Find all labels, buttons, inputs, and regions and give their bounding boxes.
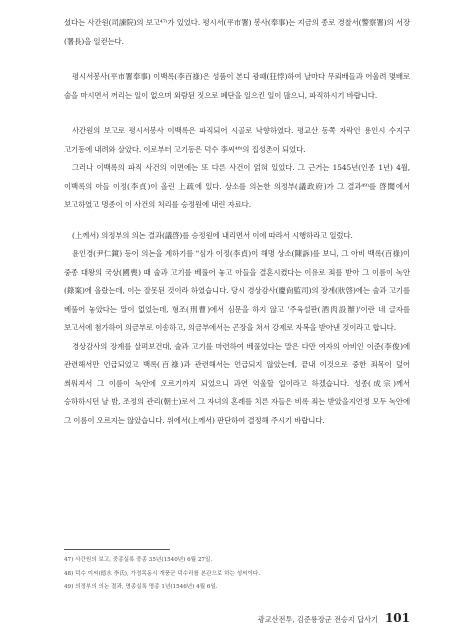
- paragraph: 셨다는 사간원(司諫院)의 보고⁴⁷⁾가 있었다. 평시서(平市署) 봉사(奉事)는 지금의 종로 경찰서(警察署)의 서장(署長)을 일컫는다.: [64, 18, 410, 46]
- paragraph: 사간원의 보고로 평시서봉사 이백록은 파직되어 시골로 낙향하였다. 평교산 동쪽 자락인 용인시 수지구 고기동에 내려와 살았다. 이로부터 고기동은 덕수 李씨⁴⁸⁾의 집성촌이 되었다.: [64, 126, 410, 154]
- footnote-divider: [64, 549, 170, 550]
- paragraph: 윤인경(尹仁鏡) 등이 의논을 계하기를 "심가 이정(李貞)이 해명 상소(陳訴)를 보니, 그 아비 백록(百祿)이 중종 대왕의 국상(國喪) 때 술과 고기를 베풀어 놓고 아들을 결혼시켰다는 이유로 죄를 받아 그 이름이 녹안(錄案)에 올랐는데, 이는 잘못된 것이라 하였습니다. 당시 경상감사(慶尙監司)의 장계(狀啓)에는 술과 고기를 베풀어 놓았다는 말이 없었는데, 형조(刑曹)에서 심문을 하지 않고 '주육설판(酒肉設辦)'이란 네 글자를 보고서에 첨가하여 의금부로 이송하고, 의금부에서는 곤장을 쳐서 강제로 자복을 받아낸 것이라고 합니다.: [64, 249, 410, 332]
- footnote: 49) 의정부의 의논 결과, 명종실록 명종 1년(1546년) 4월 6일.: [64, 584, 218, 590]
- paragraph: 그러나 이백록의 파직 사건의 이면에는 또 다른 사건이 얽혀 있었다. 그 근거는 1545년(인종 1년) 4월, 이백록의 아들 이정(李貞)이 올린 上疏에 있다. 상소를 의논한 의정부(議政府)가 그 결과⁴⁹⁾를 啓聞에서 보고하였고 명종이 이 사건의 처리를 승정원에 내린 자료다.: [64, 163, 410, 209]
- footnotes: [64, 554, 410, 595]
- footer-title: 광교산전투, 김준룡장군 전승지 답사기: [257, 615, 378, 624]
- footnote: 47) 사간원의 보고, 중종실록 중종 35년(1540년) 6월 27일.: [64, 557, 213, 563]
- paragraph: 평시서봉사(平市署奉事) 이백록(李百祿)은 성품이 본디 광패(狂悖)하여 날마다 무뢰배들과 어울려 몇배로 술을 마시면서 꺼리는 일이 없으며 외람된 짓으로 폐단을 일으킨 일이 많으니, 파직하시기 바랍니다.: [64, 72, 410, 100]
- running-footer: [258, 611, 410, 625]
- body-text: [64, 14, 410, 430]
- footnote: 48) 덕수 이씨(德水 李氏), 가정목동시 개풍군 덕수리를 본관으로 하는 성씨이다.: [64, 570, 261, 577]
- paragraph: (上께서) 의정부의 의논 결과(議啓)를 승정원에 내리면서 이에 따라서 시행하라고 일렀다.: [72, 230, 353, 240]
- page-number: 101: [384, 611, 410, 625]
- paragraph: 경상감사의 장계를 살펴보건대, 술과 고기를 마련하여 베풀었다는 말은 다만 여자의 아비인 이준(李俊)에 관련해서만 언급되었고 백록(百祿)과 관련해서는 언급되지 않았는데, 끝내 이것으로 중한 죄목이 덮어 씌워져서 그 이름이 녹안에 오르기까지 되었으니 과연 억울할 일이라고 하겠습니다. 성종(成宗)께서 승하하시던 날 밤, 조정의 관리(朝士)로서 그 자녀의 혼례를 치른 자들은 비록 죄는 받았을지언정 모두 녹안에 그 이름이 오르지는 않았습니다. 위에서(上께서) 판단하여 결정해 주시기 바랍니다.: [64, 341, 410, 425]
